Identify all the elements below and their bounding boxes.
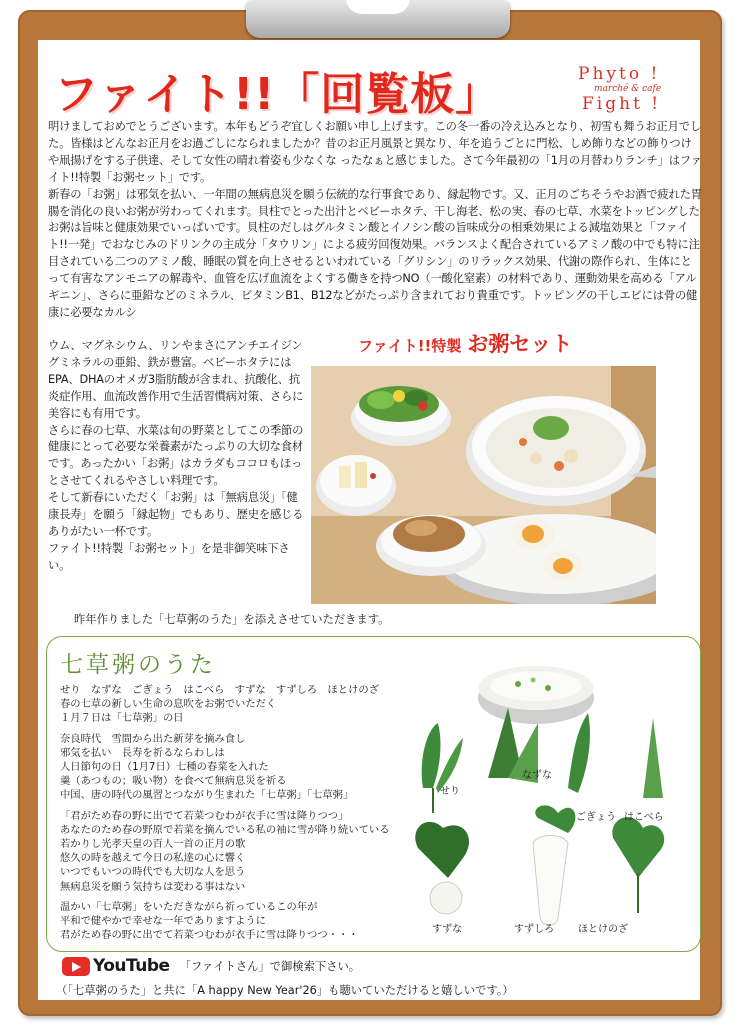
footer-note: （「七草粥のうた」と共に「A happy New Year'26」も聴いていただけると嬉しいです。） xyxy=(56,984,514,997)
youtube-search-text: 「ファイトさん」で御検索下さい。 xyxy=(179,960,361,973)
poem-line: 無病息災を願う気持ちは変わる事はない xyxy=(60,880,246,893)
poem-line: 温かい「七草粥」をいただきながら祈っているこの年が xyxy=(60,900,318,913)
poem-title: 七草粥のうた xyxy=(60,652,216,678)
food-photo xyxy=(311,366,656,604)
poem-line: 春の七草の新しい生命の息吹をお粥でいただく xyxy=(60,698,277,711)
poem-line: １月７日は「七草粥」の日 xyxy=(60,712,184,725)
poem-line: いつでもいつの時代でも大切な人を思う xyxy=(60,866,246,879)
poem-line: 羹（あつもの；吸い物）を食べて無病息災を祈る xyxy=(60,775,287,788)
herb-label-hakobera: はこべら xyxy=(624,812,664,823)
article-side-text xyxy=(48,338,306,575)
poem-line: 奈良時代 雪間から出た新芽を摘み食し xyxy=(60,732,246,745)
article-paragraph: ファイト!!特製「お粥セット」を是非御笑味下さい。 xyxy=(48,541,290,572)
youtube-logo-text: YouTube xyxy=(93,956,170,976)
herb-label-suzushiro: すずしろ xyxy=(514,924,555,935)
herb-label-seri: せり xyxy=(440,786,460,797)
poem-line: 若かりし光孝天皇の百人一首の正月の歌 xyxy=(60,838,246,851)
article-paragraph: さらに春の七草、水菜は旬の野菜としてこの季節の健康にとって必要な栄養素がたっぷりの大切な食材です。あったかい「お粥」はカラダもココロもほっとさせてくれるやさしい料理です。 xyxy=(48,423,304,488)
poem-line: 人日節句の日（1月7日）七種の春菜を入れた xyxy=(60,761,269,774)
poem-line: 君がため春の野に出でて若菜つむわが衣手に雪は降りつつ・・・ xyxy=(60,929,359,942)
article-paragraph: 明けましておめでとうございます。本年もどうぞ宜しくお願い申し上げます。この冬一番の冷え込みとなり、初雪も舞うお正月でした。皆様はどんなお正月をお過ごしになられましたか？昔のお正月風景と異なり、年を追うごとに門松、しめ飾りなどの飾りつけや凧揚げをする子供達、そして女性の晴れ着姿も少なくな ったなぁと感じました。さて今年最初の「1月の月替わりランチ」はファイト!!特製「お粥セット」です。 xyxy=(48,120,702,184)
poem-body xyxy=(60,683,400,942)
brand-logo: Phyto ! marché & cafe Fight ! xyxy=(578,64,662,114)
poem-line: 邪気を払い 長寿を祈るならわしは xyxy=(60,746,225,759)
article-paragraph: ウム、マグネシウム、リンやまさにアンチエイジングミネラルの亜鉛、鉄が豊富。ベビーホタテにはEPA、DHAのオメガ3脂肪酸が含まれ、抗酸化、抗炎症作用、血流改善作用で生活習慣病対策、さらに美容にも有用です。 xyxy=(48,339,304,420)
poem-line: せり なずな ごぎょう はこべら すずな すずしろ ほとけのざ xyxy=(60,684,379,696)
youtube-row xyxy=(62,956,360,976)
poem-line: 中国、唐の時代の風習とつながり生まれた「七草粥」「七草粥」 xyxy=(60,789,354,802)
page-title: ファイト!!「回覧板」 xyxy=(54,69,501,120)
article-paragraph: そして新春にいただく「お粥」は「無病息災」「健康長寿」を願う「縁起物」でもあり、歴史を感じるありがたい一杯です。 xyxy=(48,491,304,538)
poem-caption: 昨年作りました「七草粥のうた」を添えさせていただきます。 xyxy=(74,613,390,626)
poem-line: 平和で健やかで幸せな一年でありますように xyxy=(60,915,266,928)
herb-label-gogyou: ごぎょう xyxy=(576,812,616,823)
poem-line: あなたのため春の野原で若菜を摘んでいる私の袖に雪が降り続いている xyxy=(60,823,390,836)
okayu-set-illustration xyxy=(311,366,656,604)
herb-label-nazuna: なずな xyxy=(522,770,552,781)
article-paragraph: 新春の「お粥」は邪気を払い、一年間の無病息災を願う伝統的な行事食であり、縁起物です。又、正月のごちそうやお酒で疲れた胃腸を消化の良いお粥が労わってくれます。貝柱でとった出汁とベビーホタテ、干し海老、松の実、春の七草、水菜をトッピングしたお粥は旨味と健康効果でいっぱいです。貝柱のだしはグルタミン酸とイノシン酸の旨味成分の相乗効果による減塩効果と「ファイト!!一発」でおなじみのドリンクの主成分「タウリン」による疲労回復効果。バランスよく配合されているアミノ酸の中でも特に注目されている二つのアミノ酸、睡眠の質を向上させるといわれている「グリシン」のリラックス効果、代謝の際作られ、生体にとって有害なアンモニアの解毒や、血管を広げ血流をよくする働きを持つNO（一酸化窒素）の材料であり、運動効果を高める「アルギニン」、さらに亜鉛などのミネラル、ビタミンB1、B12などがたっぷり含まれており貴重です。トッピングの干しエビには骨の健康に必要なカルシ xyxy=(48,187,702,319)
photo-title: ファイト!!特製 お粥セット xyxy=(358,332,573,356)
poem-line: 悠久の時を越えて今日の私達の心に響く xyxy=(60,852,246,865)
clipboard-clip xyxy=(246,0,510,38)
poem-line: 「君がため春の野に出でて若菜つむわが衣手に雪は降りつつ」 xyxy=(60,809,349,822)
article-intro xyxy=(48,119,702,322)
nanakusa-illustration xyxy=(388,648,698,938)
herb-label-hotokenoza: ほとけのざ xyxy=(578,924,628,935)
youtube-play-icon[interactable] xyxy=(62,957,90,976)
herb-label-suzuna: すずな xyxy=(432,924,463,935)
